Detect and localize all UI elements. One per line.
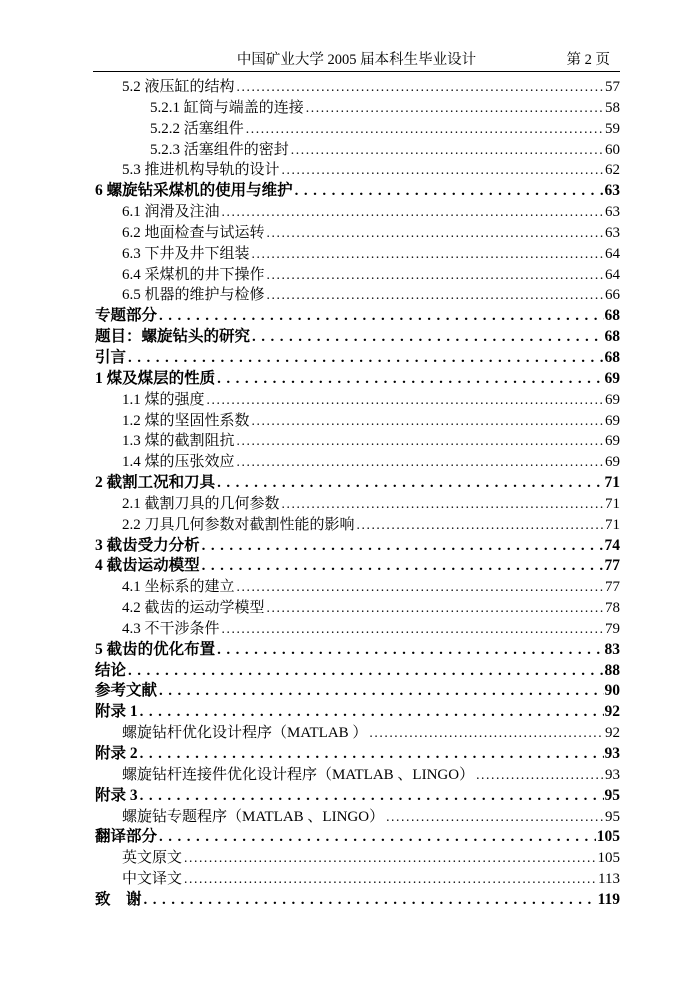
toc-entry-page: 69 bbox=[605, 454, 620, 471]
toc-entry bbox=[93, 536, 620, 557]
toc-entry bbox=[93, 160, 620, 181]
toc-entry-page: 92 bbox=[605, 725, 620, 742]
toc-entry-page: 95 bbox=[604, 786, 620, 804]
dot-leader bbox=[207, 390, 604, 411]
toc-entry bbox=[93, 827, 620, 848]
toc-entry bbox=[93, 723, 620, 744]
toc-entry bbox=[93, 452, 620, 473]
toc-entry bbox=[93, 848, 620, 869]
dot-leader bbox=[222, 619, 604, 640]
toc-entry bbox=[93, 369, 620, 390]
toc-entry-label: 致 谢 bbox=[95, 890, 142, 908]
dot-leader bbox=[237, 77, 604, 98]
toc-entry-label: 1.1 煤的强度 bbox=[122, 391, 205, 408]
toc-entry-label: 6.1 润滑及注油 bbox=[122, 204, 220, 221]
toc-entry-label: 参考文献 bbox=[95, 682, 158, 700]
toc-entry-label: 5 截齿的优化布置 bbox=[95, 640, 216, 658]
toc-entry-label: 2 截割工况和刀具 bbox=[95, 474, 216, 492]
toc-entry-label: 6 螺旋钻采煤机的使用与维护 bbox=[95, 182, 293, 200]
toc-entry-page: 77 bbox=[604, 557, 620, 575]
toc-entry bbox=[93, 869, 620, 890]
dot-leader bbox=[267, 223, 604, 244]
toc-entry bbox=[93, 223, 620, 244]
dot-leader bbox=[237, 431, 604, 452]
toc-entry bbox=[93, 285, 620, 306]
dot-leader bbox=[252, 327, 603, 348]
toc-entry-page: 66 bbox=[605, 287, 620, 304]
toc-entry-label: 6.3 下井及井下组装 bbox=[122, 245, 250, 262]
toc-entry-label: 6.5 机器的维护与检修 bbox=[122, 287, 265, 304]
toc-entry-label: 引言 bbox=[95, 348, 127, 366]
toc-entry-label: 结论 bbox=[95, 661, 127, 679]
dot-leader bbox=[128, 348, 603, 369]
dot-leader bbox=[386, 807, 604, 828]
toc-entry bbox=[93, 807, 620, 828]
toc-entry-label: 英文原文 bbox=[122, 850, 183, 867]
toc-entry-page: 74 bbox=[604, 536, 620, 554]
toc-entry bbox=[93, 265, 620, 286]
dot-leader bbox=[159, 306, 603, 327]
toc-entry bbox=[93, 431, 620, 452]
dot-leader bbox=[369, 723, 604, 744]
toc-entry-label: 3 截齿受力分析 bbox=[95, 536, 200, 554]
dot-leader bbox=[159, 827, 596, 848]
dot-leader bbox=[295, 181, 604, 202]
toc-entry bbox=[93, 306, 620, 327]
dot-leader bbox=[252, 244, 604, 265]
toc-entry bbox=[93, 77, 620, 98]
toc-entry-label: 1.4 煤的压张效应 bbox=[122, 454, 235, 471]
dot-leader bbox=[282, 160, 604, 181]
toc-entry-page: 63 bbox=[605, 224, 620, 241]
dot-leader bbox=[291, 140, 604, 161]
dot-leader bbox=[237, 452, 604, 473]
toc-entry-page: 93 bbox=[604, 745, 620, 762]
toc-entry-label: 5.2.2 活塞组件 bbox=[150, 120, 244, 137]
toc-entry-label: 6.4 采煤机的井下操作 bbox=[122, 266, 265, 283]
header-rule bbox=[93, 71, 620, 72]
toc-entry bbox=[93, 661, 620, 682]
toc-entry bbox=[93, 473, 620, 494]
toc-entry bbox=[93, 181, 620, 202]
dot-leader bbox=[222, 202, 604, 223]
toc-entry-page: 71 bbox=[605, 516, 620, 533]
toc-entry-page: 90 bbox=[604, 682, 620, 700]
toc-entry bbox=[93, 786, 620, 807]
toc-entry-label: 4.1 坐标系的建立 bbox=[122, 579, 235, 596]
dot-leader bbox=[159, 681, 603, 702]
dot-leader bbox=[217, 473, 603, 494]
dot-leader bbox=[476, 765, 604, 786]
dot-leader bbox=[144, 890, 597, 911]
toc-entry-label: 2.2 刀具几何参数对截割性能的影响 bbox=[122, 516, 355, 533]
dot-leader bbox=[217, 369, 603, 390]
dot-leader bbox=[140, 786, 604, 807]
toc-entry-page: 71 bbox=[605, 495, 620, 512]
toc-entry-page: 69 bbox=[605, 391, 620, 408]
toc-entry-label: 1 煤及煤层的性质 bbox=[95, 369, 216, 387]
toc-entry-page: 119 bbox=[597, 890, 620, 908]
toc-entry bbox=[93, 244, 620, 265]
toc-entry bbox=[93, 348, 620, 369]
toc-entry-label: 附录 3 bbox=[95, 786, 138, 804]
dot-leader bbox=[217, 640, 603, 661]
toc-entry bbox=[93, 744, 620, 765]
toc-entry bbox=[93, 202, 620, 223]
toc-entry-page: 60 bbox=[605, 141, 620, 158]
toc-entry-page: 78 bbox=[605, 600, 620, 617]
toc-entry-label: 专题部分 bbox=[95, 307, 158, 325]
header-title: 中国矿业大学 2005 届本科生毕业设计 bbox=[236, 52, 477, 68]
dot-leader bbox=[306, 98, 604, 119]
toc-entry-label: 翻译部分 bbox=[95, 828, 158, 846]
toc-entry-page: 59 bbox=[605, 120, 620, 137]
toc-entry-label: 附录 1 bbox=[95, 703, 138, 721]
toc-entry-page: 95 bbox=[605, 808, 620, 825]
dot-leader bbox=[140, 702, 604, 723]
toc-entry bbox=[93, 556, 620, 577]
toc-entry-page: 63 bbox=[604, 182, 620, 200]
toc-entry bbox=[93, 98, 620, 119]
toc-entry-page: 113 bbox=[598, 871, 620, 888]
dot-leader bbox=[252, 411, 604, 432]
toc-entry bbox=[93, 327, 620, 348]
toc-entry-page: 64 bbox=[605, 266, 620, 283]
toc-entry-label: 4.2 截齿的运动学模型 bbox=[122, 600, 265, 617]
toc-entry-page: 105 bbox=[597, 850, 620, 867]
dot-leader bbox=[184, 869, 597, 890]
dot-leader bbox=[267, 598, 604, 619]
toc-entry-page: 68 bbox=[604, 328, 620, 346]
dot-leader bbox=[140, 744, 604, 765]
toc-entry bbox=[93, 598, 620, 619]
toc-entry bbox=[93, 515, 620, 536]
toc-entry bbox=[93, 765, 620, 786]
toc-entry-label: 2.1 截割刀具的几何参数 bbox=[122, 495, 280, 512]
toc-entry bbox=[93, 640, 620, 661]
dot-leader bbox=[237, 577, 604, 598]
toc-entry bbox=[93, 140, 620, 161]
dot-leader bbox=[184, 848, 596, 869]
toc-entry bbox=[93, 119, 620, 140]
toc-entry-label: 题目：螺旋钻头的研究 bbox=[95, 328, 251, 346]
toc-entry-page: 57 bbox=[605, 79, 620, 95]
dot-leader bbox=[202, 556, 604, 577]
toc-entry-label: 中文译文 bbox=[122, 871, 183, 888]
toc-entry-page: 93 bbox=[605, 766, 620, 783]
toc-entry-label: 附录 2 bbox=[95, 745, 138, 762]
toc-entry-page: 68 bbox=[604, 348, 620, 366]
toc-entry-page: 69 bbox=[605, 412, 620, 429]
toc-entry-label: 螺旋钻杆连接件优化设计程序（MATLAB 、LINGO） bbox=[122, 766, 475, 783]
dot-leader bbox=[357, 515, 604, 536]
toc-entry-page: 64 bbox=[605, 245, 620, 262]
table-of-contents bbox=[93, 72, 620, 911]
toc-entry-page: 69 bbox=[604, 369, 620, 387]
toc-entry-page: 92 bbox=[604, 703, 620, 721]
toc-entry bbox=[93, 890, 620, 911]
toc-entry-page: 79 bbox=[605, 620, 620, 637]
toc-entry-label: 5.2.3 活塞组件的密封 bbox=[150, 141, 289, 158]
toc-entry bbox=[93, 390, 620, 411]
header-page-number: 第 2 页 bbox=[566, 52, 610, 68]
toc-entry bbox=[93, 681, 620, 702]
dot-leader bbox=[202, 536, 604, 557]
toc-entry-page: 77 bbox=[605, 579, 620, 596]
toc-entry-label: 5.3 推进机构导轨的设计 bbox=[122, 162, 280, 179]
toc-entry-page: 83 bbox=[604, 640, 620, 658]
toc-entry-label: 5.2 液压缸的结构 bbox=[122, 79, 235, 95]
dot-leader bbox=[128, 661, 603, 682]
toc-entry bbox=[93, 702, 620, 723]
toc-entry-label: 螺旋钻杆优化设计程序（MATLAB ） bbox=[122, 725, 368, 742]
dot-leader bbox=[246, 119, 604, 140]
toc-entry-label: 螺旋钻专题程序（MATLAB 、LINGO） bbox=[122, 808, 385, 825]
toc-entry-label: 6.2 地面检查与试运转 bbox=[122, 224, 265, 241]
dot-leader bbox=[267, 285, 604, 306]
toc-entry-label: 1.3 煤的截割阻抗 bbox=[122, 433, 235, 450]
toc-entry-page: 71 bbox=[604, 474, 620, 492]
toc-entry-page: 88 bbox=[604, 661, 620, 679]
toc-entry-page: 63 bbox=[605, 204, 620, 221]
toc-entry-label: 5.2.1 缸筒与端盖的连接 bbox=[150, 99, 304, 116]
toc-entry-page: 62 bbox=[605, 162, 620, 179]
toc-entry bbox=[93, 577, 620, 598]
toc-entry-page: 68 bbox=[604, 307, 620, 325]
toc-entry-page: 69 bbox=[605, 433, 620, 450]
dot-leader bbox=[267, 265, 604, 286]
toc-entry-page: 58 bbox=[605, 99, 620, 116]
dot-leader bbox=[282, 494, 604, 515]
toc-entry-label: 4 截齿运动模型 bbox=[95, 557, 200, 575]
toc-entry bbox=[93, 411, 620, 432]
toc-entry-label: 1.2 煤的坚固性系数 bbox=[122, 412, 250, 429]
page-header bbox=[93, 0, 620, 72]
toc-entry bbox=[93, 619, 620, 640]
toc-entry-label: 4.3 不干涉条件 bbox=[122, 620, 220, 637]
toc-entry-page: 105 bbox=[596, 828, 620, 846]
toc-entry bbox=[93, 494, 620, 515]
